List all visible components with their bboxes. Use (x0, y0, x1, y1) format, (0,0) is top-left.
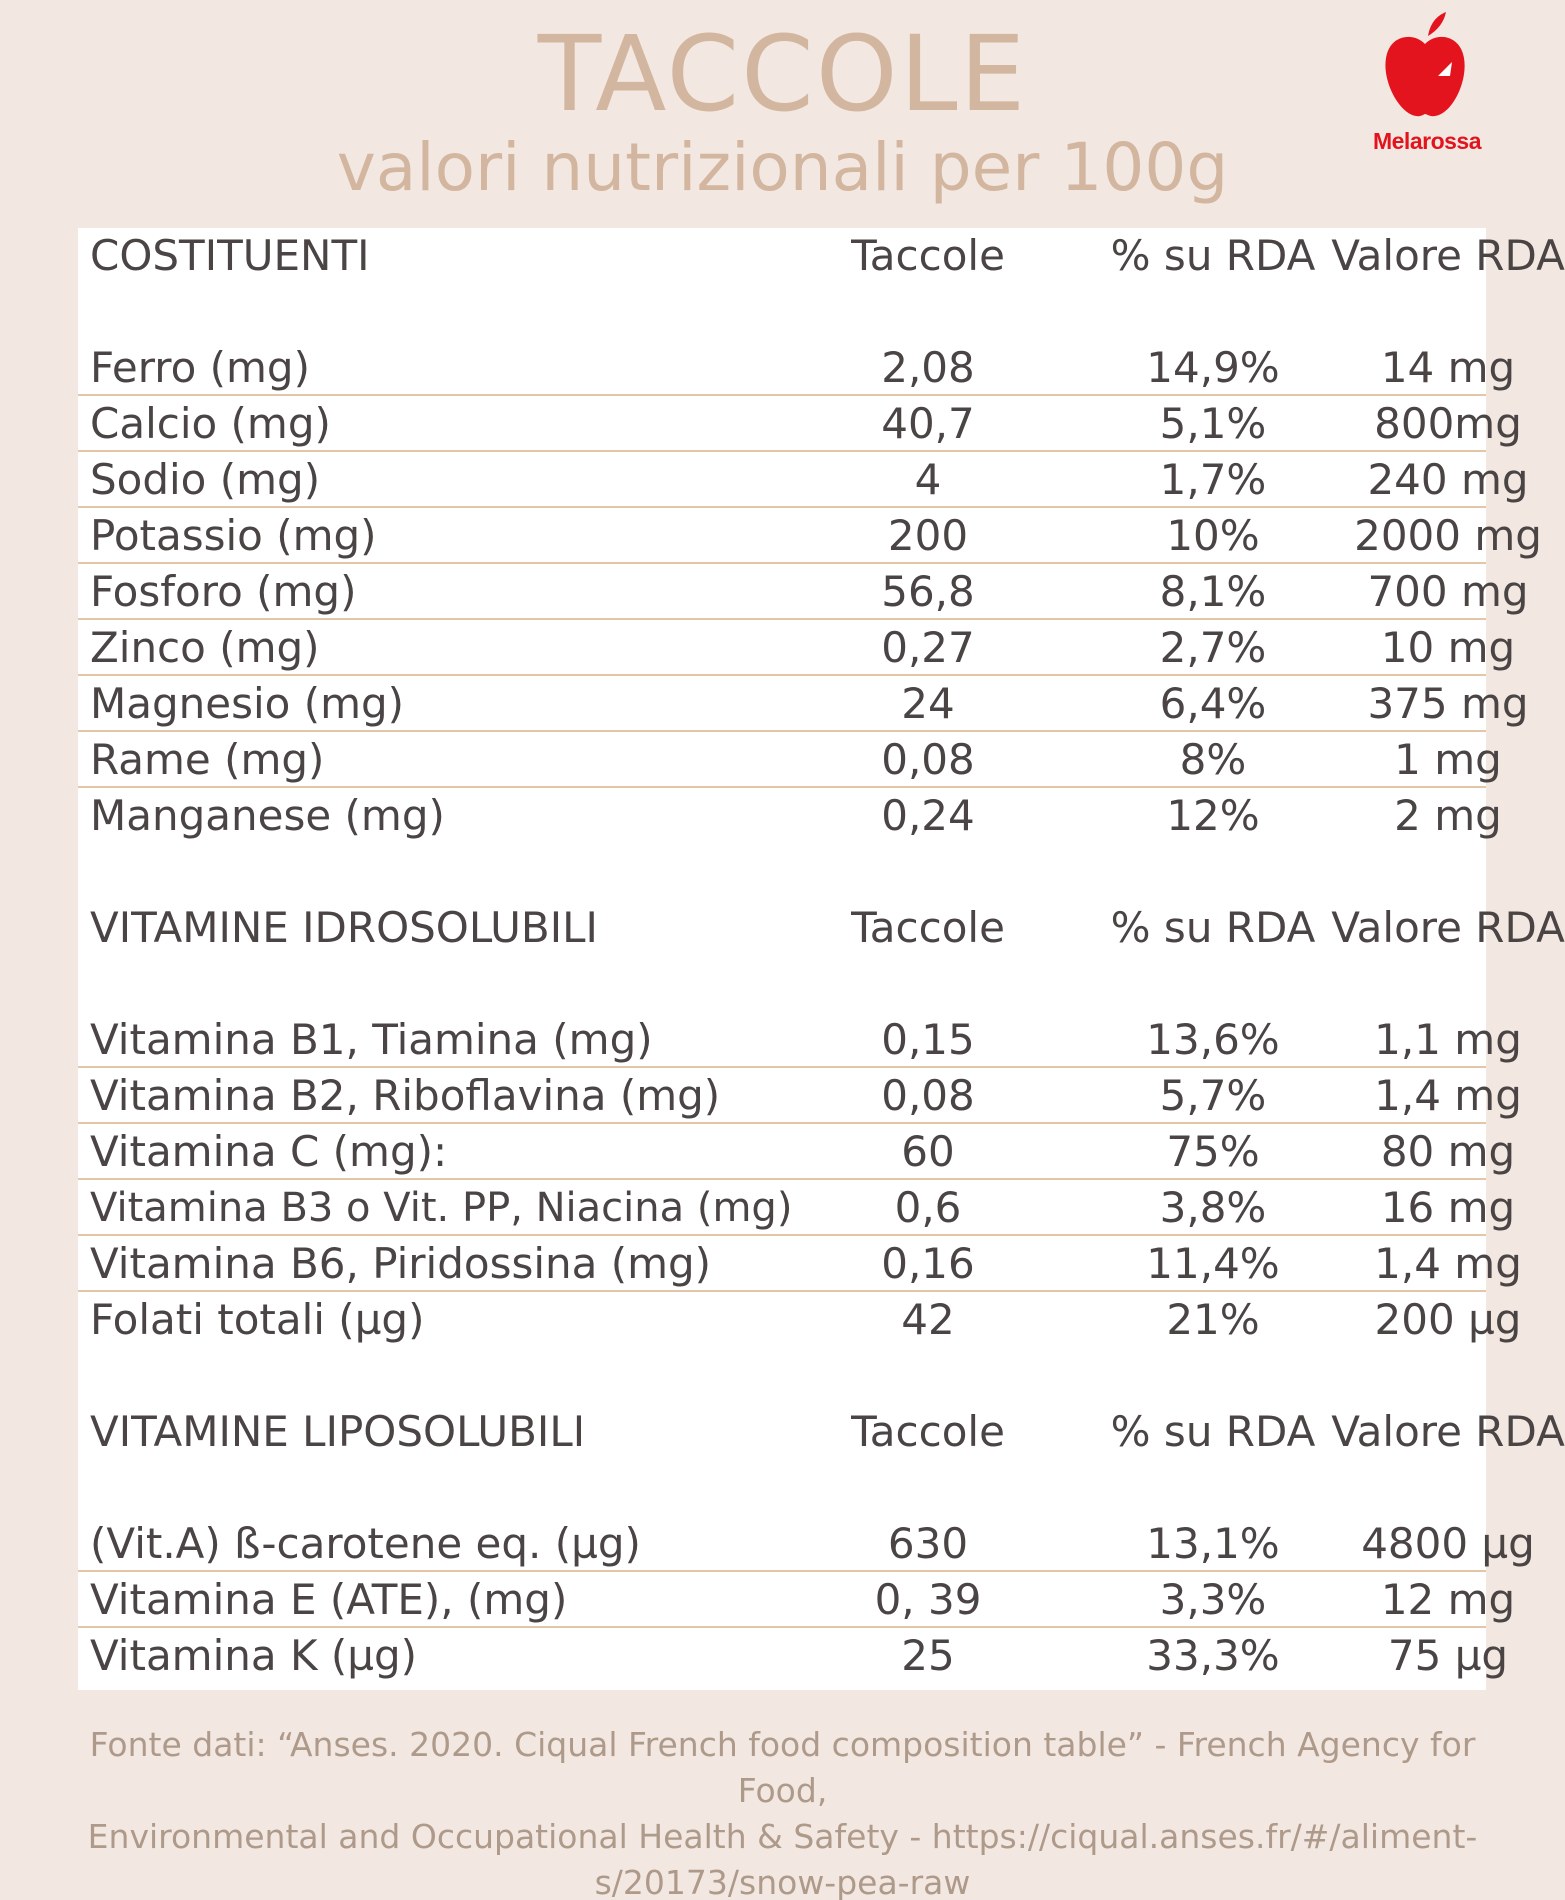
nutrient-value: 24 (901, 679, 955, 728)
column-header-rda: Valore RDA (1331, 231, 1565, 280)
table-row (78, 1516, 1535, 1572)
nutrient-name: Vitamina B6, Piridossina (mg) (90, 1239, 712, 1288)
nutrient-rda: 10 mg (1380, 623, 1516, 672)
nutrient-value: 0,6 (894, 1183, 962, 1232)
nutrient-pct: 6,4% (1159, 679, 1267, 728)
nutrient-rda: 80 mg (1380, 1127, 1516, 1176)
nutrient-name: Vitamina K (µg) (90, 1631, 418, 1680)
brand-logo[interactable] (1352, 10, 1502, 154)
nutrient-pct: 14,9% (1146, 343, 1280, 392)
nutrient-value: 0,08 (881, 1071, 975, 1120)
footnote-line: s/20173/snow-pea-raw (594, 1863, 971, 1900)
nutrient-pct: 8% (1179, 735, 1247, 784)
nutrient-name: Manganese (mg) (90, 791, 445, 840)
nutrient-rda: 75 µg (1387, 1631, 1509, 1680)
column-header-pct: % su RDA (1110, 231, 1316, 280)
nutrient-rda: 200 µg (1374, 1295, 1522, 1344)
table-row (78, 1628, 1509, 1684)
source-footnote (60, 1722, 1505, 1900)
column-header-rda: Valore RDA (1331, 1407, 1565, 1456)
nutrient-pct: 5,1% (1159, 399, 1267, 448)
nutrient-rda: 1,1 mg (1374, 1015, 1522, 1064)
nutrient-pct: 5,7% (1159, 1071, 1267, 1120)
table-row (78, 1068, 1522, 1124)
nutrient-name: Vitamina B1, Tiamina (mg) (90, 1015, 653, 1064)
nutrient-rda: 1 mg (1394, 735, 1502, 784)
table-row (78, 1012, 1522, 1068)
section-header-costituenti (78, 228, 1565, 284)
nutrient-name: Sodio (mg) (90, 455, 321, 504)
footnote-line: Fonte dati: “Anses. 2020. Ciqual French food composition table” - French Agency for Food, (89, 1725, 1476, 1810)
table-row (78, 1292, 1522, 1348)
nutrient-value: 0,16 (881, 1239, 975, 1288)
page-title: TACCOLE (537, 13, 1028, 135)
section-header-idrosolubili (78, 900, 1565, 956)
nutrient-name: Vitamina E (ATE), (mg) (90, 1575, 568, 1624)
nutrient-value: 2,08 (881, 343, 975, 392)
nutrient-name: Fosforo (mg) (90, 567, 357, 616)
nutrient-rda: 12 mg (1380, 1575, 1516, 1624)
nutrient-pct: 1,7% (1159, 455, 1267, 504)
nutrition-table (78, 228, 1565, 1690)
nutrient-value: 0,08 (881, 735, 975, 784)
table-row (78, 452, 1529, 508)
nutrient-name: Calcio (mg) (90, 399, 331, 448)
nutrient-name: Ferro (mg) (90, 343, 310, 392)
nutrient-value: 56,8 (881, 567, 975, 616)
nutrient-value: 200 (887, 511, 969, 560)
nutrient-pct: 8,1% (1159, 567, 1267, 616)
nutrient-name: Folati totali (µg) (90, 1295, 425, 1344)
column-header-rda: Valore RDA (1331, 903, 1565, 952)
apple-icon (1380, 10, 1470, 122)
nutrient-pct: 12% (1166, 791, 1260, 840)
nutrient-name: Magnesio (mg) (90, 679, 405, 728)
nutrient-pct: 11,4% (1146, 1239, 1280, 1288)
nutrient-pct: 2,7% (1159, 623, 1267, 672)
nutrient-rda: 14 mg (1380, 343, 1516, 392)
table-row (78, 676, 1529, 732)
nutrient-value: 40,7 (881, 399, 975, 448)
table-row (78, 1124, 1516, 1180)
section-title: COSTITUENTI (90, 231, 370, 280)
nutrient-rda: 800mg (1374, 399, 1522, 448)
nutrient-rda: 375 mg (1367, 679, 1529, 728)
nutrient-pct: 75% (1166, 1127, 1260, 1176)
column-header-pct: % su RDA (1110, 1407, 1316, 1456)
table-row (78, 1236, 1522, 1292)
section-title: VITAMINE IDROSOLUBILI (90, 903, 598, 952)
nutrient-name: Vitamina B3 o Vit. PP, Niacina (mg) (90, 1185, 793, 1231)
nutrient-value: 4 (914, 455, 942, 504)
brand-name: Melarossa (1372, 128, 1481, 154)
nutrient-value: 0, 39 (874, 1575, 982, 1624)
nutrient-rda: 240 mg (1367, 455, 1529, 504)
page-subtitle: valori nutrizionali per 100g (336, 129, 1229, 206)
nutrient-value: 630 (887, 1519, 969, 1568)
nutrient-value: 42 (901, 1295, 955, 1344)
nutrient-rda: 1,4 mg (1374, 1071, 1522, 1120)
table-row (78, 1572, 1516, 1628)
footnote-line: Environmental and Occupational Health & Safety - https://ciqual.anses.fr/#/aliment- (87, 1817, 1478, 1856)
table-row (78, 508, 1542, 564)
nutrient-rda: 4800 µg (1361, 1519, 1535, 1568)
nutrient-rda: 1,4 mg (1374, 1239, 1522, 1288)
nutrient-pct: 13,6% (1146, 1015, 1280, 1064)
nutrient-value: 0,15 (881, 1015, 975, 1064)
nutrient-pct: 3,8% (1159, 1183, 1267, 1232)
column-header-value: Taccole (851, 903, 1005, 952)
nutrient-rda: 16 mg (1380, 1183, 1516, 1232)
nutrient-rda: 2 mg (1394, 791, 1502, 840)
nutrient-name: Potassio (mg) (90, 511, 377, 560)
nutrient-name: Vitamina C (mg): (90, 1127, 448, 1176)
nutrient-pct: 13,1% (1146, 1519, 1280, 1568)
nutrient-value: 0,24 (881, 791, 975, 840)
nutrient-rda: 2000 mg (1354, 511, 1542, 560)
nutrient-pct: 3,3% (1159, 1575, 1267, 1624)
table-row (78, 340, 1516, 396)
column-header-value: Taccole (851, 1407, 1005, 1456)
table-row (78, 788, 1502, 844)
nutrient-name: (Vit.A) ß-carotene eq. (µg) (90, 1519, 641, 1568)
table-row (78, 396, 1522, 452)
nutrient-rda: 700 mg (1367, 567, 1529, 616)
nutrient-value: 60 (901, 1127, 955, 1176)
nutrient-value: 25 (901, 1631, 955, 1680)
nutrient-name: Rame (mg) (90, 735, 325, 784)
section-header-liposolubili (78, 1404, 1565, 1460)
nutrient-pct: 33,3% (1146, 1631, 1280, 1680)
table-row (78, 1180, 1516, 1236)
column-header-value: Taccole (851, 231, 1005, 280)
column-header-pct: % su RDA (1110, 903, 1316, 952)
table-row (78, 620, 1516, 676)
nutrient-name: Zinco (mg) (90, 623, 320, 672)
section-title: VITAMINE LIPOSOLUBILI (90, 1407, 586, 1456)
table-row (78, 564, 1529, 620)
nutrient-value: 0,27 (881, 623, 975, 672)
table-row (78, 732, 1502, 788)
nutrient-pct: 21% (1166, 1295, 1260, 1344)
nutrient-name: Vitamina B2, Riboflavina (mg) (90, 1071, 721, 1120)
nutrient-pct: 10% (1166, 511, 1260, 560)
